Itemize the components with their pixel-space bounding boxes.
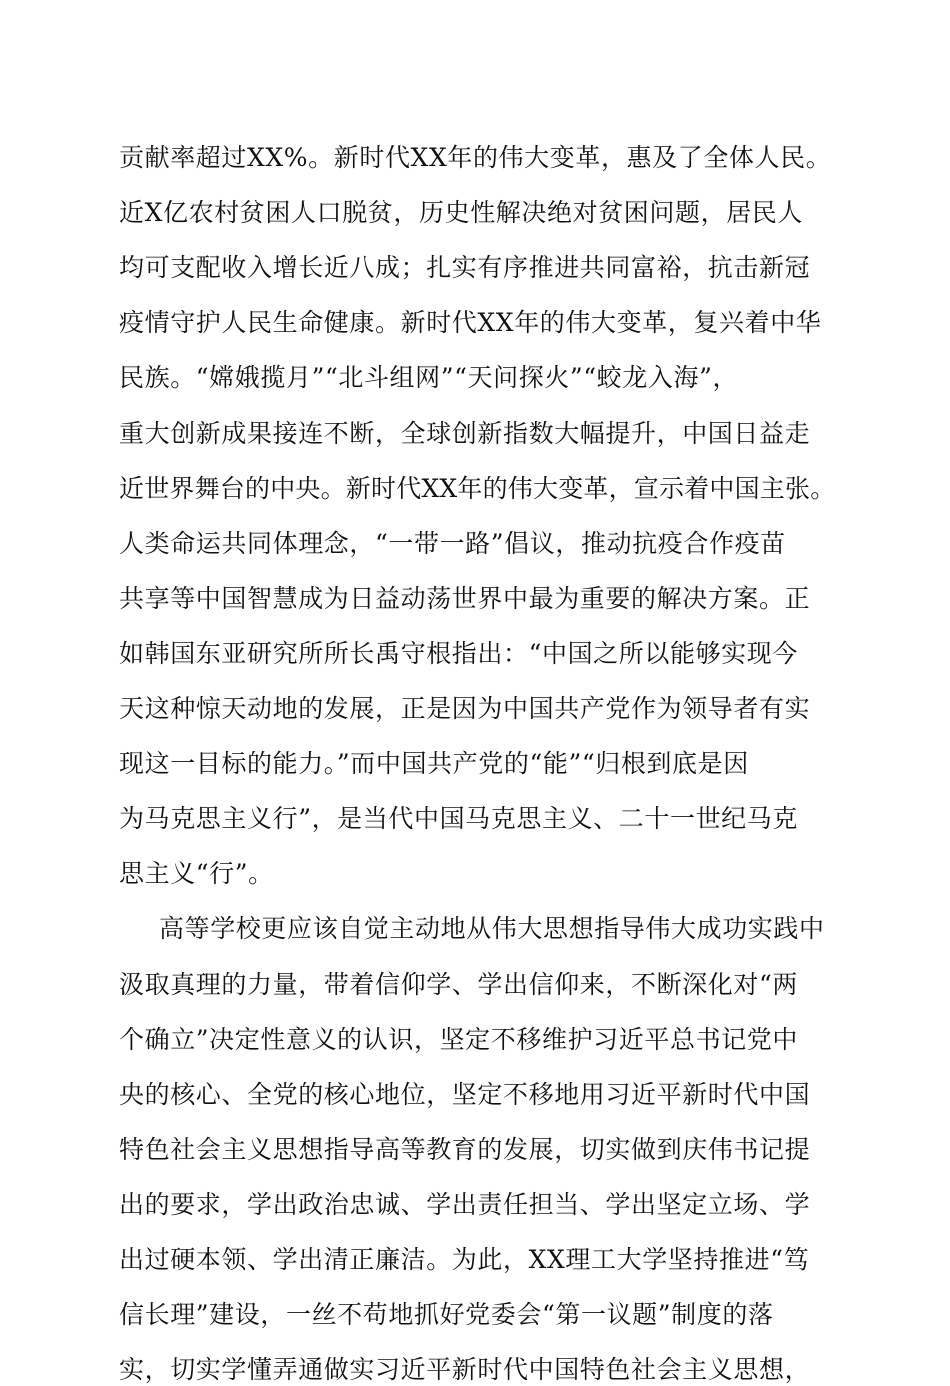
paragraph-2-line-8: 信长理”建设，一丝不苟地抓好党委会“第一议题”制度的落: [119, 1300, 774, 1329]
paragraph-1-line-7: 近世界舞台的中央。新时代XX年的伟大变革，宣示着中国主张。: [119, 474, 836, 503]
paragraph-1-line-13: 为马克思主义行”，是当代中国马克思主义、二十一世纪马克: [119, 804, 798, 833]
paragraph-1-line-14: 思主义“行”。: [119, 859, 274, 888]
paragraph-2-line-1: 高等学校更应该自觉主动地从伟大思想指导伟大成功实践中: [159, 914, 825, 943]
paragraph-1-line-6: 重大创新成果接连不断，全球创新指数大幅提升，中国日益走: [119, 419, 811, 448]
paragraph-1-line-5: 民族。“嫦娥揽月”“北斗组网”“天问探火”“蛟龙入海”，: [119, 363, 739, 392]
paragraph-2-line-9: 实，切实学懂弄通做实习近平新时代中国特色社会主义思想，: [119, 1355, 811, 1384]
paragraph-2-line-2: 汲取真理的力量，带着信仰学、学出信仰来，不断深化对“两: [119, 970, 798, 999]
paragraph-1-line-2: 近X亿农村贫困人口脱贫，历史性解决绝对贫困问题，居民人: [119, 198, 803, 227]
paragraph-2-line-6: 出的要求，学出政治忠诚、学出责任担当、学出坚定立场、学: [119, 1190, 811, 1219]
paragraph-1-line-9: 共享等中国智慧成为日益动荡世界中最为重要的解决方案。正: [119, 584, 811, 613]
paragraph-1-line-3: 均可支配收入增长近八成；扎实有序推进共同富裕，抗击新冠: [119, 253, 811, 282]
paragraph-1-line-12: 现这一目标的能力。”而中国共产党的“能”“归根到底是因: [119, 749, 749, 778]
paragraph-1-line-1: 贡献率超过XX%。新时代XX年的伟大变革，惠及了全体人民。: [119, 143, 832, 172]
paragraph-2-line-4: 央的核心、全党的核心地位，坚定不移地用习近平新时代中国: [119, 1080, 811, 1109]
paragraph-1-line-4: 疫情守护人民生命健康。新时代XX年的伟大变革，复兴着中华: [119, 308, 822, 337]
paragraph-2-line-7: 出过硬本领、学出清正廉洁。为此，XX理工大学坚持推进“笃: [119, 1245, 810, 1274]
paragraph-1-line-11: 天这种惊天动地的发展，正是因为中国共产党作为领导者有实: [119, 694, 811, 723]
paragraph-1-line-10: 如韩国东亚研究所所长禹守根指出：“中国之所以能够实现今: [119, 639, 798, 668]
paragraph-1-line-8: 人类命运共同体理念，“一带一路”倡议，推动抗疫合作疫苗: [119, 529, 786, 558]
paragraph-2-line-5: 特色社会主义思想指导高等教育的发展，切实做到庆伟书记提: [119, 1135, 811, 1164]
paragraph-2-line-3: 个确立”决定性意义的认识，坚定不移维护习近平总书记党中: [119, 1025, 798, 1054]
